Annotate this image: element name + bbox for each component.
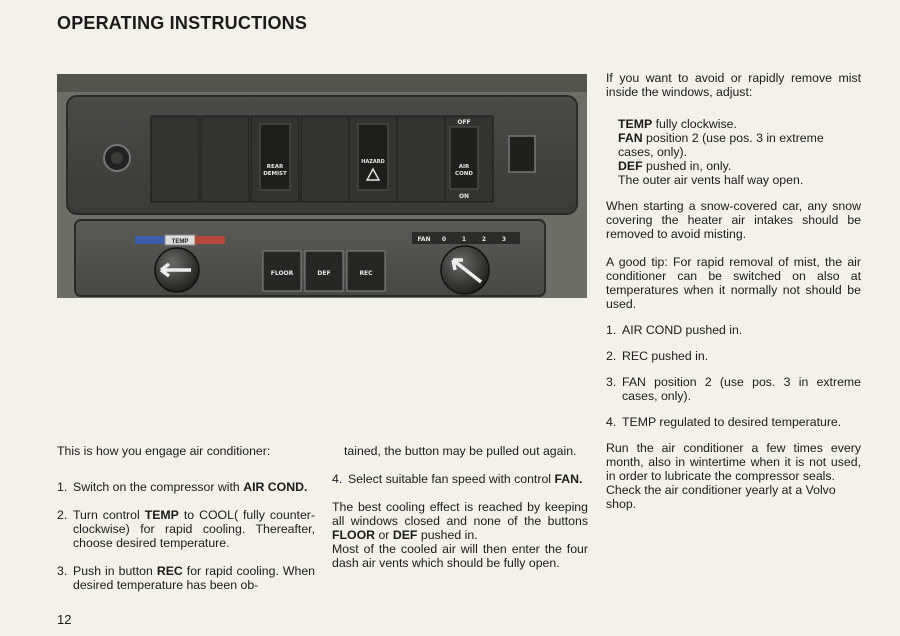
step-1-number: 1.	[57, 480, 68, 494]
rec-button-label: REC	[359, 270, 373, 277]
rear-demist-label-1: REAR	[266, 164, 284, 170]
step-3-continuation: tained, the button may be pulled out again.	[344, 444, 577, 458]
adjust-def: DEF pushed in, only.	[618, 159, 732, 173]
step-3-number: 3.	[57, 564, 68, 578]
mist-step-2: 2. REC pushed in.	[606, 349, 709, 363]
step-2-number: 2.	[57, 508, 68, 522]
best-cooling-text: The best cooling effect is reached by keeping all windows closed and none of the buttons FLOOR or DEF pushed in.	[332, 500, 588, 542]
dashboard-illustration	[57, 74, 587, 298]
on-label: ON	[458, 193, 470, 200]
rear-demist-label-2: DEMIST	[263, 171, 287, 177]
fan-pos-2: 2	[481, 236, 487, 243]
fan-pos-3: 3	[501, 236, 507, 243]
step-4-text: Select suitable fan speed with control FAN.	[348, 472, 583, 486]
adjust-fan: FAN position 2 (use pos. 3 in extreme cases, only).	[618, 131, 824, 159]
air-cond-label-2: COND	[455, 171, 473, 177]
tip-text: A good tip: For rapid removal of mist, the air conditioner can be switched on also at temperatures when it normally not should be used.	[606, 255, 861, 311]
column-middle	[332, 444, 588, 570]
fan-pos-0: 0	[441, 236, 447, 243]
page-title: OPERATING INSTRUCTIONS	[57, 13, 308, 33]
step-4	[332, 472, 588, 486]
run-monthly-text: Run the air conditioner a few times every month, also in wintertime when it is not used, in order to lubricate the compressor seals.	[606, 441, 861, 483]
hazard-label: HAZARD	[361, 159, 385, 165]
step-1	[57, 480, 315, 494]
step-1-text: Switch on the compressor with AIR COND.	[73, 480, 308, 494]
mist-step-4: 4. TEMP regulated to desired temperature.	[606, 415, 842, 429]
floor-button-label: FLOOR	[270, 270, 294, 277]
snow-text: When starting a snow-covered car, any snow covering the heater air intakes should be removed to avoid misting.	[606, 199, 861, 241]
adjust-vents: The outer air vents half way open.	[618, 173, 804, 187]
temp-scale-label: TEMP	[171, 239, 189, 245]
mist-step-1: 1. AIR COND pushed in.	[606, 323, 743, 337]
step-2	[57, 508, 315, 550]
cooled-air-text: Most of the cooled air will then enter the four dash air vents which should be fully open.	[332, 542, 588, 570]
step-2-text: Turn control TEMP to COOL( fully counter-clockwise) for rapid cooling. Thereafter, choose desired temperature.	[73, 508, 315, 550]
air-cond-label-1: AIR	[458, 164, 470, 170]
fan-pos-1: 1	[461, 236, 467, 243]
column-right	[606, 71, 861, 511]
mist-intro-text: If you want to avoid or rapidly remove mist inside the windows, adjust:	[606, 71, 861, 99]
def-button-label: DEF	[317, 270, 331, 277]
check-yearly-text: Check the air conditioner yearly at a Volvo shop.	[606, 483, 836, 511]
fan-scale-label: FAN	[417, 236, 431, 243]
dashboard-photo	[57, 74, 587, 298]
page-number: 12	[57, 612, 72, 627]
adjust-block	[606, 117, 861, 187]
mist-step-3: 3. FAN position 2 (use pos. 3 in extreme cases, only).	[606, 375, 861, 403]
intro-text: This is how you engage air conditioner:	[57, 444, 271, 458]
step-3-text: Push in button REC for rapid cooling. When desired temperature has been ob-	[73, 564, 315, 592]
step-4-number: 4.	[332, 472, 343, 486]
column-left	[57, 444, 315, 592]
off-label: OFF	[457, 119, 471, 126]
adjust-temp: TEMP fully clockwise.	[618, 117, 737, 131]
step-3	[57, 564, 315, 592]
